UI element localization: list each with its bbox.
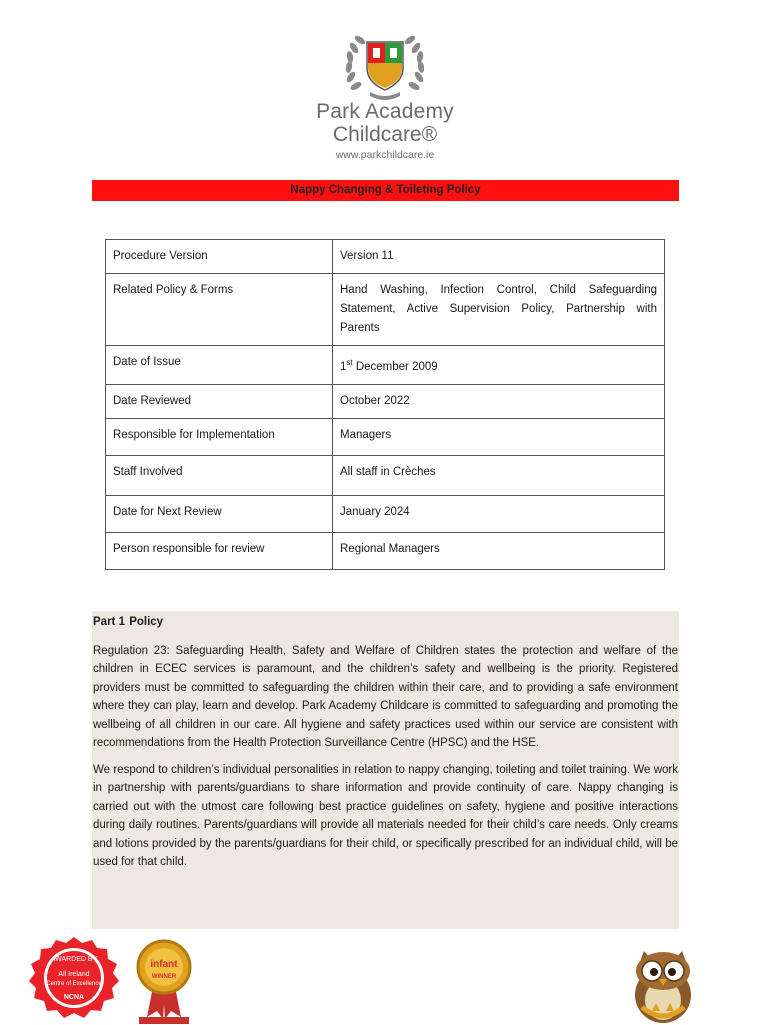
- row-value: October 2022: [333, 384, 665, 418]
- table-row: [106, 384, 665, 418]
- row-key: Date for Next Review: [106, 495, 333, 532]
- row-value: Regional Managers: [333, 532, 665, 569]
- table-row: [106, 532, 665, 569]
- part-title: Policy: [129, 616, 164, 628]
- row-value: January 2024: [333, 495, 665, 532]
- owl-mascot-icon: [628, 945, 698, 1024]
- table-row: [106, 455, 665, 495]
- row-key: Responsible for Implementation: [106, 418, 333, 455]
- row-key: Person responsible for review: [106, 532, 333, 569]
- row-key: Date Reviewed: [106, 384, 333, 418]
- row-value: Version 11: [333, 240, 665, 274]
- company-logo: [300, 30, 470, 161]
- badge-bottom: NCNA: [63, 994, 85, 1001]
- policy-info-table: [105, 239, 665, 570]
- brand-name: Park Academy: [316, 100, 454, 123]
- ncna-award-badge: [22, 935, 126, 1025]
- row-key: Procedure Version: [106, 240, 333, 274]
- table-row: [106, 240, 665, 274]
- row-key: Staff Involved: [106, 455, 333, 495]
- row-value: Managers: [333, 418, 665, 455]
- row-value: Hand Washing, Infection Control, Child Safeguarding Statement, Active Supervision Policy, Partnership with Parents: [333, 274, 665, 346]
- table-row: [106, 418, 665, 455]
- table-row: [106, 274, 665, 346]
- brand-subname: Childcare®: [332, 123, 438, 146]
- policy-section: [92, 611, 679, 929]
- part-label: Part 1: [93, 616, 125, 628]
- table-row: [106, 346, 665, 385]
- table-row: [106, 495, 665, 532]
- brand-url[interactable]: www.parkchildcare.ie: [335, 149, 435, 161]
- badge-infant: infant: [150, 959, 178, 970]
- part-heading: [93, 613, 678, 632]
- crest-icon: [342, 30, 428, 102]
- row-value: All staff in Crèches: [333, 455, 665, 495]
- badge-line2: Centre of Excellence: [46, 981, 102, 987]
- infant-award-badge: [133, 937, 195, 1025]
- badge-line1: All Ireland: [58, 971, 90, 978]
- badge-top: AWARDED BY: [50, 956, 98, 963]
- row-value: 1st December 2009: [333, 346, 665, 385]
- row-key: Date of Issue: [106, 346, 333, 385]
- policy-paragraph: Regulation 23: Safeguarding Health, Safety and Welfare of Children states the protection and welfare of the children in ECEC services is paramount, and the children’s safety and wellbeing is the priority. Registered providers must be committed to safeguarding the children within their care, and to providing a safe environment where they can play, learn and develop. Park Academy Childcare is committed to safeguarding and promoting the wellbeing of all children in our care. All hygiene and safety practices used within our service are consistent with recommendations from the Health Protection Surveillance Centre (HPSC) and the HSE.: [93, 644, 678, 749]
- policy-paragraph: We respond to children’s individual personalities in relation to nappy changing, toileting and toilet training. We work in partnership with parents/guardians to share information and provide continuity of care. Nappy changing is carried out with the utmost care following best practice guidelines on safety, hygiene and positive interactions during daily routines. Parents/guardians will provide all materials needed for their child’s care needs. Only creams and lotions provided by the parents/guardians for their child, or specifically prescribed for an individual child, will be used for that child.: [93, 763, 678, 868]
- document-title: Nappy Changing & Toileting Policy: [92, 180, 679, 201]
- badge-winner: WINNER: [151, 974, 177, 980]
- row-key: Related Policy & Forms: [106, 274, 333, 346]
